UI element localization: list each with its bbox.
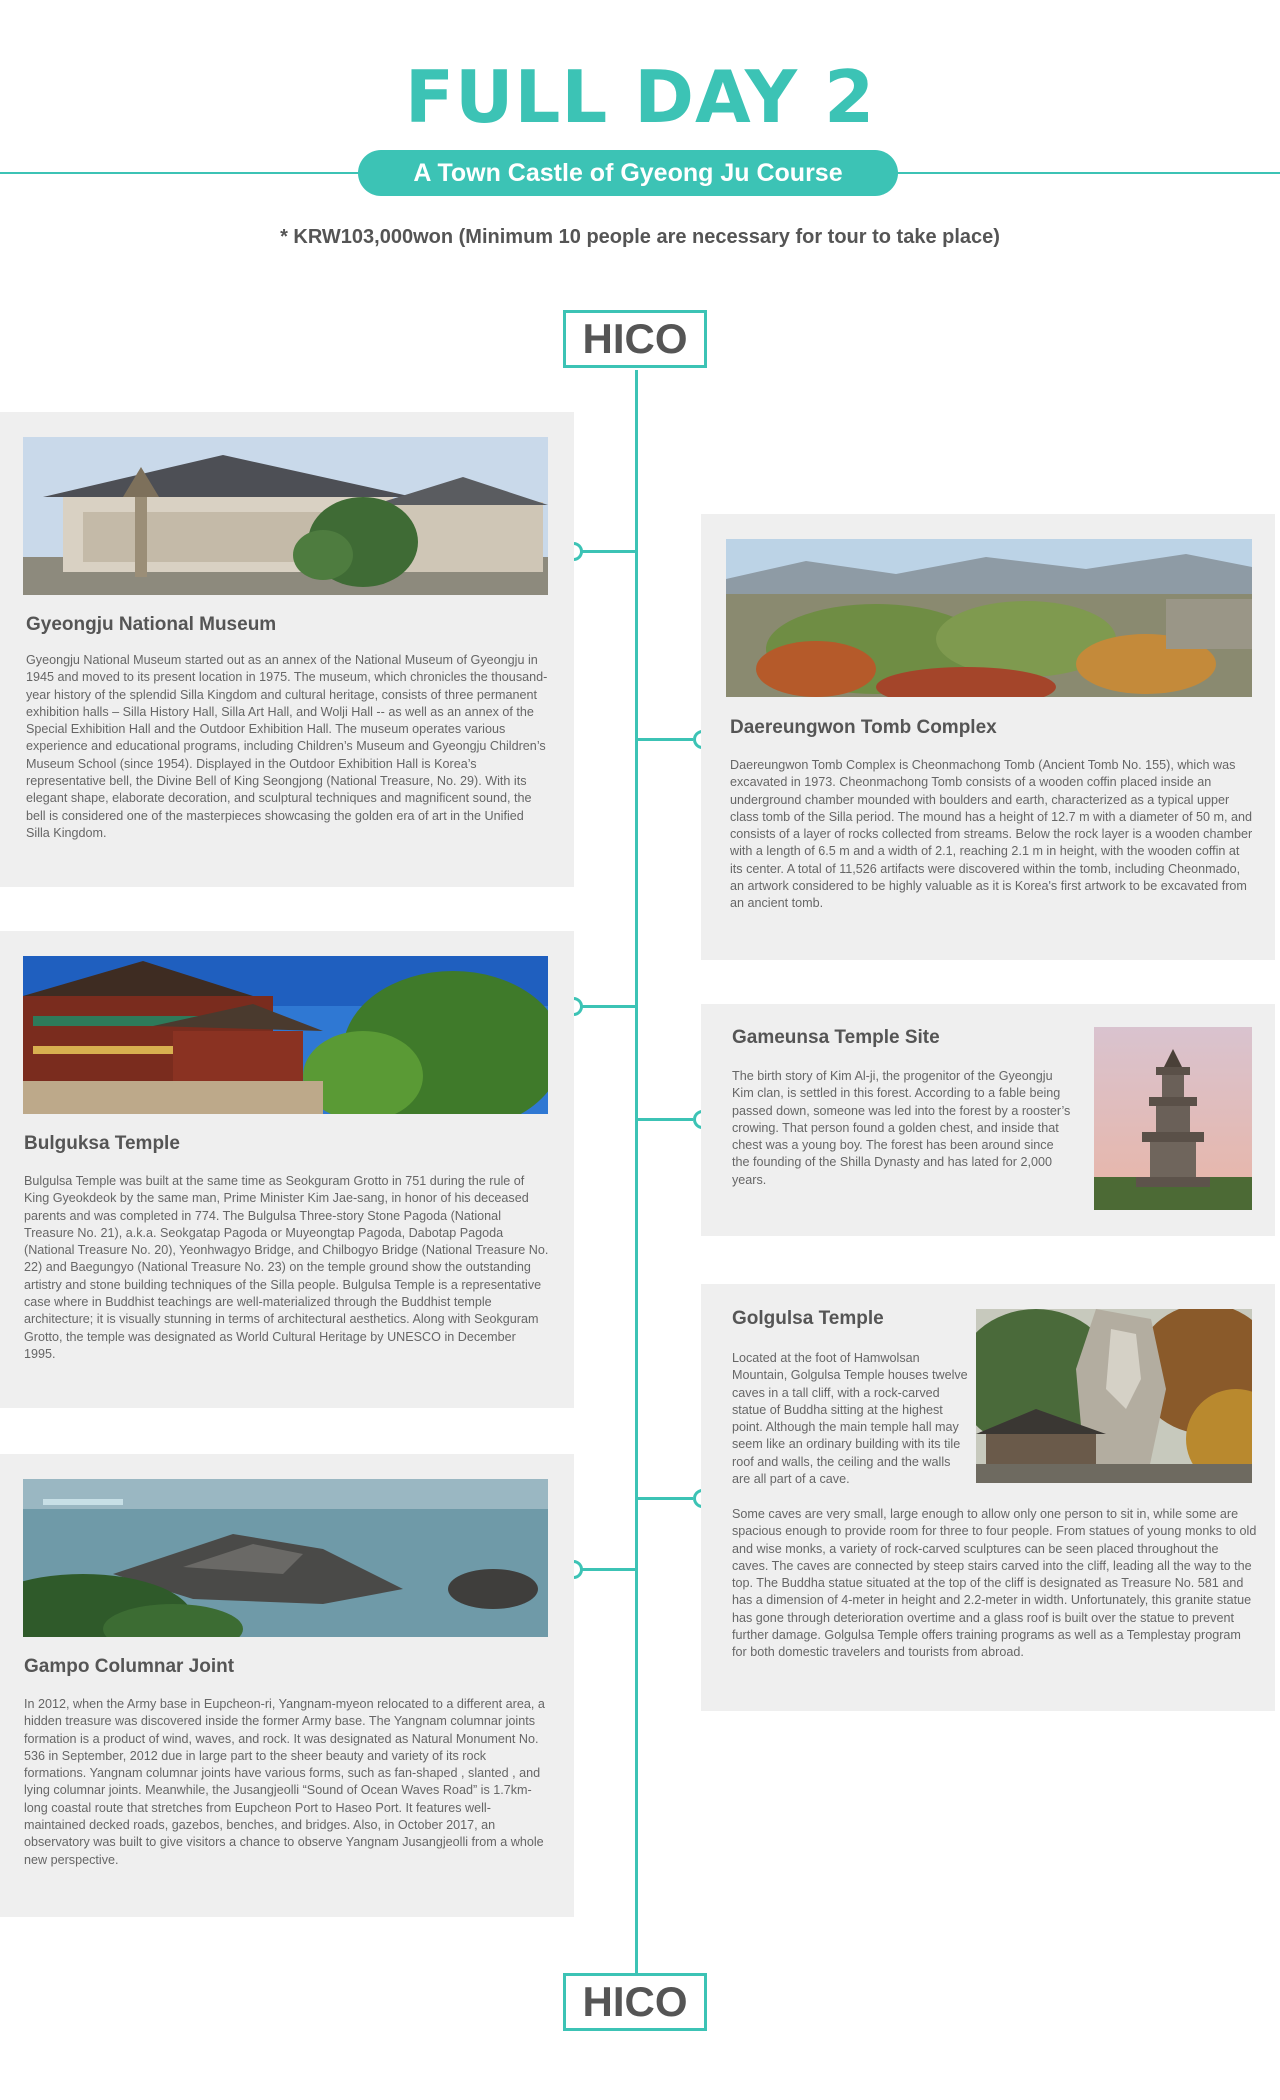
connector-bulguksa — [580, 1005, 636, 1008]
gampo-photo — [23, 1479, 548, 1637]
connector-gampo — [580, 1568, 636, 1571]
gameunsa-description: The birth story of Kim Al-ji, the progenitor of the Gyeongju Kim clan, is settled in this forest. According to a fable being passed down, someone was led into the forest by a rooster’s crowing. That person found a golden chest, and inside that chest was a young boy. The forest has been around since the founding of the Shilla Dynasty and has lated for 2,000 years. — [732, 1069, 1071, 1187]
daereungwon-title: Daereungwon Tomb Complex — [730, 717, 997, 738]
course-subtitle: A Town Castle of Gyeong Ju Course — [358, 150, 898, 196]
museum-description: Gyeongju National Museum started out as an annex of the National Museum of Gyeongju in 1945 and moved to its present location in 1975. The museum, which chronicles the thousand-year history of the splendid Silla Kingdom and cultural heritage, consists of three permanent exhibition halls – Silla History Hall, Silla Art Hall, and Wolji Hall -- as well as an annex of the Special Exhibition Hall and the Outdoor Exhibition Hall. The museum operates various experience and educational programs, including Children’s Museum and Gyeongju Children’s Museum School (since 1954). Displayed in the Outdoor Exhibition Hall is Korea’s representative bell, the Divine Bell of King Seongjong (National Treasure, No. 29). With its elegant shape, elaborate decoration, and sculptural techniques and magnificent sound, the bell is considered one of the masterpieces showcasing the golden era of art in the Unified Silla Kingdom. — [26, 653, 548, 840]
gampo-description: In 2012, when the Army base in Eupcheon-ri, Yangnam-myeon relocated to a different area, a hidden treasure was discovered inside the former Army base. The Yangnam columnar joints formation is a product of wind, waves, and rock. It was designated as Natural Monument No. 536 in September, 2012 due in large part to the sheer beauty and variety of its rock formations. Yangnam columnar joints have various forms, such as fan-shaped , slanted , and lying columnar joints. Meanwhile, the Jusangjeolli “Sound of Ocean Waves Road” is 1.7km-long coastal route that stretches from Eupcheon Port to Haseo Port. It features well-maintained decked roads, gazebos, benches, and bridges. Also, in October 2017, an observatory was built to give visitors a chance to observe Yangnam Jusangjeolli from a whole new perspective. — [24, 1697, 545, 1867]
card-bulguksa-temple — [0, 931, 574, 1408]
connector-gameunsa — [637, 1118, 693, 1121]
gameunsa-title: Gameunsa Temple Site — [732, 1027, 940, 1048]
gameunsa-photo — [1094, 1027, 1252, 1210]
price-note: * KRW103,000won (Minimum 10 people are necessary for tour to take place) — [280, 226, 1000, 248]
card-gyeongju-national-museum — [0, 412, 574, 887]
end-point-label: HICO — [563, 1973, 707, 2031]
golgulsa-description-top: Located at the foot of Hamwolsan Mountain, Golgulsa Temple houses twelve caves in a tall cliff, with a rock-carved statue of Buddha sitting at the highest point. Although the main temple hall may seem like an ordinary building with its tile roof and walls, the ceiling and the walls are all part of a cave. — [732, 1351, 968, 1487]
golgulsa-description-bottom: Some caves are very small, large enough to allow only one person to sit in, while some are spacious enough to provide room for three to four people. From statues of young monks to old and wise monks, a variety of rock-carved sculptures can be seen placed throughout the caves. The caves are connected by steep stairs carved into the cliff, leading all the way to the top. The Buddha statue situated at the top of the cliff is designated as Treasure No. 581 and has a dimension of 4-meter in height and 2.2-meter in width. Unfortunately, this granite statue has gone through deterioration overtime and a glass roof is built over the statue to prevent further damage. Golgulsa Temple offers training programs as well as a Templestay program for both domestic travelers and tourists from abroad. — [732, 1507, 1257, 1660]
connector-golgulsa — [637, 1497, 693, 1500]
bulguksa-description: Bulgulsa Temple was built at the same time as Seokguram Grotto in 751 during the rule of King Gyeokdeok by the same man, Prime Minister Kim Jae-sang, in honor of his deceased parents and was completed in 774. The Bulgulsa Three-story Stone Pagoda (National Treasure No. 21), a.k.a. Seokgatap Pagoda or Muyeongtap Pagoda, Dabotap Pagoda (National Treasure No. 20), Yeonhwagyo Bridge, and Chilbogyo Bridge (National Treasure No. 22) and Baegungyo (National Treasure No. 23) on the temple ground show the outstanding artistry and stone building techniques of the Silla people. Bulgulsa Temple is a representative case where in Buddhist teachings are well-materialized through the Buddhist temple architecture; it is visually stunning in terms of architectural aesthetics. Along with Seokguram Grotto, the temple was designated as World Cultural Heritage by UNESCO in December 1995. — [24, 1174, 549, 1361]
start-point-label: HICO — [563, 310, 707, 368]
card-daereungwon-tomb-complex — [701, 514, 1275, 960]
connector-daereungwon — [637, 738, 693, 741]
card-gampo-columnar-joint — [0, 1454, 574, 1917]
museum-photo — [23, 437, 548, 595]
golgulsa-photo — [976, 1309, 1252, 1483]
bulguksa-photo — [23, 956, 548, 1114]
card-gameunsa-temple-site — [701, 1004, 1275, 1236]
daereungwon-photo — [726, 539, 1252, 697]
card-golgulsa-temple — [701, 1284, 1275, 1711]
bulguksa-title: Bulguksa Temple — [24, 1133, 180, 1154]
gampo-title: Gampo Columnar Joint — [24, 1656, 235, 1677]
museum-title: Gyeongju National Museum — [26, 614, 277, 635]
timeline-line — [635, 370, 638, 1978]
connector-museum — [580, 550, 636, 553]
page-title: FULL DAY 2 — [404, 55, 876, 139]
daereungwon-description: Daereungwon Tomb Complex is Cheonmachong Tomb (Ancient Tomb No. 155), which was excavated in 1973. Cheonmachong Tomb consists of a wooden coffin placed inside an underground chamber mounded with boulders and earth, characterized as a typical upper class tomb of the Silla period. The mound has a height of 12.7 m with a diameter of 50 m, and consists of a layer of rocks collected from streams. Below the rock layer is a wooden chamber with a length of 6.5 m and a width of 2.1, reaching 2.1 m in height, with the wooden coffin at its center. A total of 11,526 artifacts were discovered within the tomb, including Cheonmado, an artwork considered to be highly valuable as it is Korea's first artwork to be excavated from an ancient tomb. — [730, 758, 1253, 911]
golgulsa-title: Golgulsa Temple — [732, 1308, 884, 1329]
